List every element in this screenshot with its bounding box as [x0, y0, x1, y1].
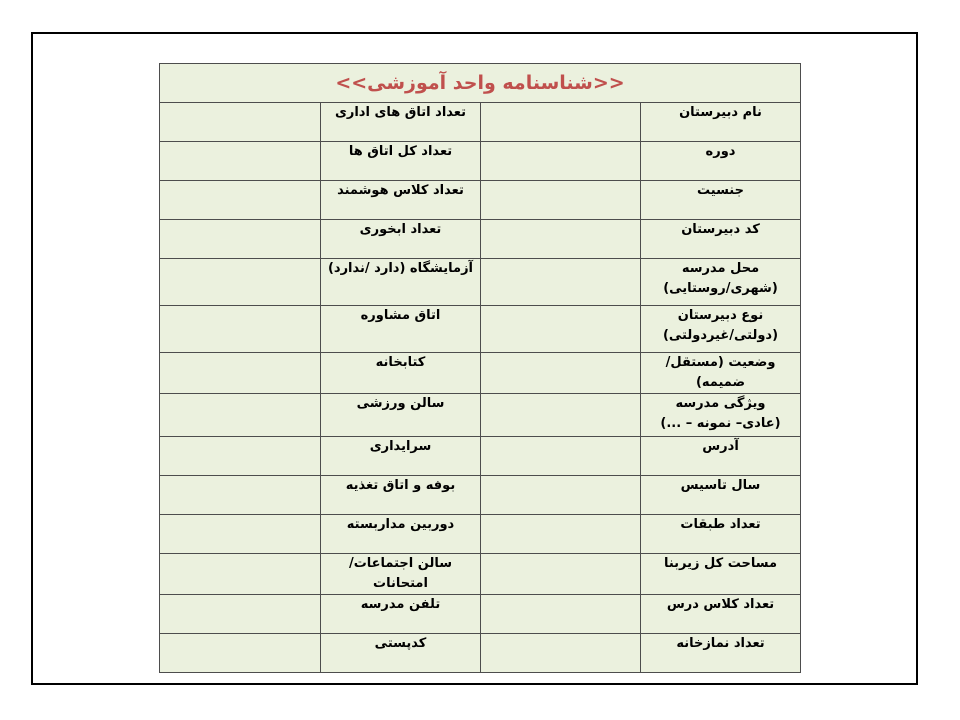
field-value-left[interactable]: [160, 142, 321, 181]
table-row: [160, 306, 801, 353]
field-value-right[interactable]: [481, 306, 641, 353]
field-label-right: [641, 142, 801, 181]
field-label-line: (دولتی/غیردولتی): [662, 328, 779, 343]
field-value-left[interactable]: [160, 220, 321, 259]
field-value-right[interactable]: [481, 142, 641, 181]
school-profile-table: [159, 63, 801, 673]
table-row: [160, 595, 801, 634]
table-row: [160, 220, 801, 259]
field-value-left[interactable]: [160, 181, 321, 220]
field-value-left[interactable]: [160, 306, 321, 353]
field-value-right[interactable]: [481, 476, 641, 515]
field-label-left: تعداد کل اتاق ها: [321, 142, 481, 181]
table-row: [160, 634, 801, 673]
field-label-right: [641, 515, 801, 554]
table-row: [160, 515, 801, 554]
field-value-right[interactable]: [481, 353, 641, 394]
field-label-left: تلفن مدرسه: [321, 595, 481, 634]
field-value-right[interactable]: [481, 259, 641, 306]
field-label-left: تعداد اتاق های اداری: [321, 103, 481, 142]
field-label-line: (شهری/روستایی): [663, 281, 778, 296]
field-label-line: وضعیت (مستقل/ضمیمه): [665, 355, 776, 390]
table-row: [160, 476, 801, 515]
field-label-left: کدپستی: [321, 634, 481, 673]
field-label-right: [641, 634, 801, 673]
field-label-line: (عادی– نمونه – ...): [660, 416, 781, 431]
field-label-line: ویژگی مدرسه: [675, 396, 766, 411]
field-value-left[interactable]: [160, 595, 321, 634]
field-label-right: [641, 394, 801, 437]
table-row: [160, 437, 801, 476]
field-value-left[interactable]: [160, 353, 321, 394]
field-label-left: سرایداری: [321, 437, 481, 476]
field-label-line: نام دبیرستان: [679, 105, 762, 120]
field-label-left: تعداد کلاس هوشمند: [321, 181, 481, 220]
field-label-line: سال تاسیس: [680, 478, 761, 493]
field-label-left: آزمایشگاه (دارد /ندارد): [321, 259, 481, 306]
field-label-right: [641, 220, 801, 259]
table-row: [160, 103, 801, 142]
field-label-left: سالن اجتماعات/امتحانات: [321, 554, 481, 595]
table-row: [160, 353, 801, 394]
field-label-line: مساحت کل زیربنا: [663, 556, 778, 571]
field-label-left: اتاق مشاوره: [321, 306, 481, 353]
field-label-line: تعداد نمازخانه: [676, 636, 765, 651]
table-title: <<شناسنامه واحد آموزشی>>: [160, 64, 801, 103]
field-label-line: تعداد کلاس درس: [666, 597, 775, 612]
field-value-left[interactable]: [160, 634, 321, 673]
table-row: [160, 554, 801, 595]
field-value-right[interactable]: [481, 554, 641, 595]
table-row: [160, 142, 801, 181]
field-value-right[interactable]: [481, 103, 641, 142]
table-title-row: [160, 64, 801, 103]
table-row: [160, 181, 801, 220]
field-value-right[interactable]: [481, 437, 641, 476]
field-label-right: [641, 306, 801, 353]
field-value-left[interactable]: [160, 103, 321, 142]
field-value-left[interactable]: [160, 476, 321, 515]
field-label-right: [641, 259, 801, 306]
field-value-right[interactable]: [481, 394, 641, 437]
field-label-right: [641, 437, 801, 476]
field-value-right[interactable]: [481, 515, 641, 554]
field-label-right: [641, 554, 801, 595]
field-label-left: تعداد ابخوری: [321, 220, 481, 259]
field-label-right: [641, 353, 801, 394]
field-label-line: جنسیت: [697, 183, 744, 198]
field-label-line: محل مدرسه: [681, 261, 760, 276]
field-value-left[interactable]: [160, 259, 321, 306]
field-label-right: [641, 476, 801, 515]
field-label-left: دوربین مداربسته: [321, 515, 481, 554]
table-row: [160, 394, 801, 437]
field-value-right[interactable]: [481, 595, 641, 634]
field-label-left: بوفه و اتاق تغذیه: [321, 476, 481, 515]
field-label-line: دوره: [705, 144, 736, 159]
field-value-left[interactable]: [160, 515, 321, 554]
field-value-left[interactable]: [160, 554, 321, 595]
field-value-right[interactable]: [481, 181, 641, 220]
field-label-right: [641, 595, 801, 634]
field-label-line: نوع دبیرستان: [677, 308, 764, 323]
field-value-right[interactable]: [481, 634, 641, 673]
field-label-right: [641, 103, 801, 142]
field-value-left[interactable]: [160, 437, 321, 476]
field-value-right[interactable]: [481, 220, 641, 259]
field-label-right: [641, 181, 801, 220]
field-label-left: سالن ورزشی: [321, 394, 481, 437]
field-label-line: کد دبیرستان: [681, 222, 760, 237]
field-label-line: آدرس: [702, 439, 739, 454]
field-label-line: تعداد طبقات: [680, 517, 761, 532]
field-label-left: کتابخانه: [321, 353, 481, 394]
field-value-left[interactable]: [160, 394, 321, 437]
table-row: [160, 259, 801, 306]
